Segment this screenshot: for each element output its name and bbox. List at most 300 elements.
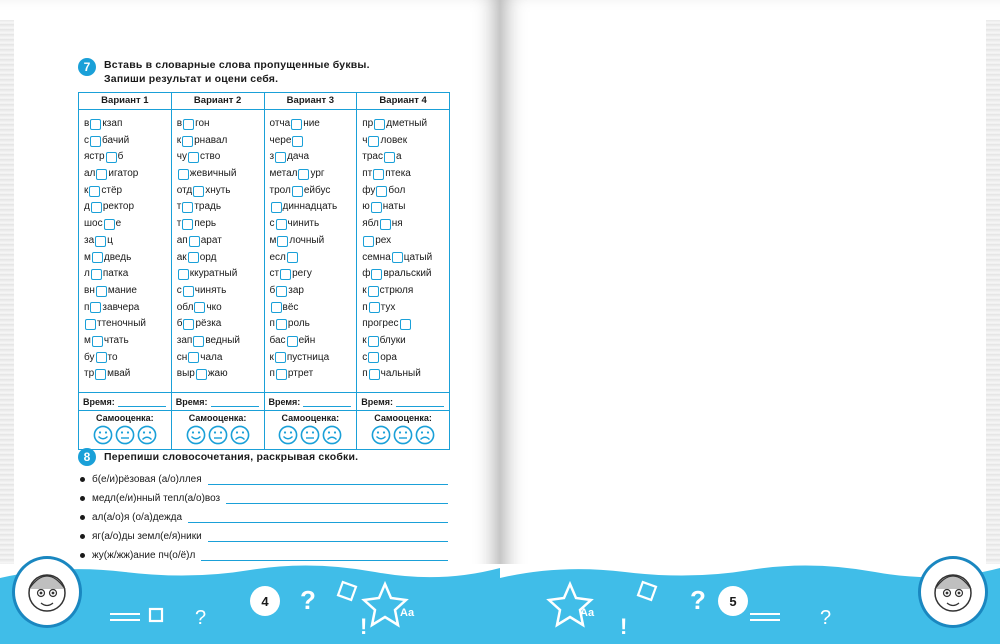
word-prefix: к <box>269 351 274 363</box>
time-input-line[interactable] <box>303 397 351 407</box>
word-prefix: л <box>84 268 90 280</box>
phrase-text: б(е/и)рёзовая (а/о)ллея <box>92 474 202 485</box>
word-suffix: ректор <box>102 201 135 213</box>
variant-column <box>172 110 265 392</box>
word-item <box>84 250 171 267</box>
svg-text:?: ? <box>690 585 706 615</box>
word-suffix: арат <box>200 234 222 246</box>
word-suffix: орд <box>199 251 217 263</box>
word-item <box>84 133 171 150</box>
word-prefix: к <box>84 184 89 196</box>
word-suffix: ня <box>391 218 403 230</box>
word-suffix: диннадцать <box>282 201 338 213</box>
letter-input-box[interactable] <box>196 369 207 380</box>
word-suffix: пустница <box>286 351 330 363</box>
letter-input-box[interactable] <box>363 236 374 247</box>
word-item <box>84 216 171 233</box>
happy-face-icon[interactable] <box>186 425 206 445</box>
word-item <box>270 216 357 233</box>
word-item <box>177 316 264 333</box>
mascot-face-icon <box>15 559 79 625</box>
time-label: Время: <box>268 396 301 407</box>
word-item <box>362 250 449 267</box>
word-prefix: шос <box>84 218 103 230</box>
word-prefix: прогрес <box>362 318 399 330</box>
letter-input-box[interactable] <box>291 119 302 130</box>
word-item <box>177 116 264 133</box>
bullet-icon <box>80 477 85 482</box>
neutral-face-icon[interactable] <box>300 425 320 445</box>
phrase-item <box>80 489 448 508</box>
word-prefix: семна <box>362 251 391 263</box>
letter-input-box[interactable] <box>183 286 194 297</box>
word-item <box>362 199 449 216</box>
word-prefix: м <box>84 334 91 346</box>
word-suffix: стёр <box>101 184 123 196</box>
word-prefix: п <box>84 301 90 313</box>
word-suffix: ейн <box>298 334 316 346</box>
word-item <box>84 350 171 367</box>
word-suffix: регу <box>292 268 312 280</box>
word-item <box>177 266 264 283</box>
bullet-icon <box>80 553 85 558</box>
word-item <box>270 350 357 367</box>
word-item <box>84 199 171 216</box>
letter-input-box[interactable] <box>96 169 107 180</box>
letter-input-box[interactable] <box>91 269 102 280</box>
letter-input-box[interactable] <box>95 236 106 247</box>
letter-input-box[interactable] <box>369 369 380 380</box>
letter-input-box[interactable] <box>96 286 107 297</box>
letter-input-box[interactable] <box>271 202 282 213</box>
answer-line[interactable] <box>188 512 448 523</box>
word-suffix: традь <box>194 201 222 213</box>
word-suffix: перь <box>194 218 217 230</box>
word-suffix: кзап <box>102 118 123 129</box>
answer-line[interactable] <box>201 550 448 561</box>
word-suffix: блуки <box>379 334 406 346</box>
word-prefix: б <box>176 318 183 330</box>
word-suffix: жаю <box>207 368 228 380</box>
letter-input-box[interactable] <box>96 352 107 363</box>
word-item <box>177 166 264 183</box>
neutral-face-icon[interactable] <box>115 425 135 445</box>
word-suffix: ртрет <box>287 368 314 380</box>
page-right <box>500 0 1000 644</box>
letter-input-box[interactable] <box>92 252 103 263</box>
word-item <box>84 116 171 133</box>
sad-face-icon[interactable] <box>322 425 342 445</box>
variant-header: Вариант 3 <box>265 93 358 109</box>
svg-text:!: ! <box>360 614 368 639</box>
word-prefix: пт <box>362 168 373 180</box>
word-prefix: ябл <box>362 218 379 230</box>
letter-input-box[interactable] <box>95 369 106 380</box>
letter-input-box[interactable] <box>368 136 379 147</box>
word-prefix: т <box>176 218 182 230</box>
variant-column <box>265 110 358 392</box>
word-item <box>177 216 264 233</box>
letter-input-box[interactable] <box>276 369 287 380</box>
word-prefix: фу <box>362 184 376 196</box>
svg-text:Aa: Aa <box>400 607 415 619</box>
time-label: Время: <box>175 396 208 407</box>
task-instruction-line: Запиши результат и оцени себя. <box>104 73 279 85</box>
bullet-icon <box>80 496 85 501</box>
word-prefix: тр <box>84 368 95 380</box>
letter-input-box[interactable] <box>92 336 103 347</box>
time-label: Время: <box>361 396 394 407</box>
word-prefix: пр <box>362 118 374 129</box>
word-suffix: ург <box>310 168 325 180</box>
letter-input-box[interactable] <box>106 152 117 163</box>
word-prefix: ак <box>176 251 187 263</box>
word-item <box>177 199 264 216</box>
word-suffix: наты <box>382 201 406 213</box>
letter-input-box[interactable] <box>373 169 384 180</box>
sad-face-icon[interactable] <box>230 425 250 445</box>
svg-text:?: ? <box>300 585 316 615</box>
word-prefix: чере <box>269 134 292 146</box>
time-cell <box>265 393 358 410</box>
word-item <box>362 133 449 150</box>
word-suffix: дметный <box>386 118 428 129</box>
word-suffix: зар <box>288 284 304 296</box>
letter-input-box[interactable] <box>194 302 205 313</box>
phrase-item <box>80 527 448 546</box>
page-edge <box>986 20 1000 640</box>
letter-input-box[interactable] <box>298 169 309 180</box>
word-suffix: чко <box>206 301 222 313</box>
self-assessment-row <box>79 411 449 449</box>
word-item <box>270 116 357 133</box>
svg-text:?: ? <box>195 607 207 629</box>
word-item <box>270 166 357 183</box>
word-suffix: цатый <box>403 251 433 263</box>
face-group <box>93 425 157 445</box>
word-suffix: ние <box>303 118 320 129</box>
word-suffix: ейбус <box>303 184 331 196</box>
letter-input-box[interactable] <box>400 319 411 330</box>
word-prefix: п <box>269 368 275 380</box>
letter-input-box[interactable] <box>104 219 115 230</box>
word-prefix: бу <box>84 351 95 363</box>
word-prefix: з <box>269 151 275 163</box>
variant-header: Вариант 4 <box>379 95 427 106</box>
word-prefix: чу <box>176 151 187 163</box>
word-prefix: трол <box>269 184 291 196</box>
letter-input-box[interactable] <box>292 186 303 197</box>
word-item <box>362 366 449 383</box>
word-item <box>177 233 264 250</box>
happy-face-icon[interactable] <box>371 425 391 445</box>
mascot-badge-icon <box>12 556 82 628</box>
letter-input-box[interactable] <box>85 319 96 330</box>
task-number-badge: 7 <box>78 58 96 76</box>
variants-table <box>78 92 450 450</box>
word-prefix: ал <box>84 168 96 180</box>
word-prefix: к <box>176 134 182 146</box>
letter-input-box[interactable] <box>368 352 379 363</box>
word-suffix: мание <box>107 284 137 296</box>
self-assessment-cell <box>79 411 172 449</box>
word-suffix: рех <box>375 234 392 246</box>
word-item <box>362 316 449 333</box>
bullet-icon <box>80 534 85 539</box>
time-input-line[interactable] <box>396 397 444 407</box>
time-cell <box>172 393 265 410</box>
word-prefix: отд <box>176 184 193 196</box>
word-item <box>177 350 264 367</box>
word-item <box>270 266 357 283</box>
letter-input-box[interactable] <box>188 352 199 363</box>
svg-text:?: ? <box>820 607 832 629</box>
phrase-text: яг(а/о)ды земл(е/я)ники <box>92 531 202 542</box>
self-assessment-label: Самооценка: <box>374 413 432 423</box>
word-prefix: д <box>84 201 90 213</box>
face-group <box>278 425 342 445</box>
word-suffix: бачий <box>102 134 130 146</box>
phrase-text: ал(а/о)я (о/а)дежда <box>92 512 183 523</box>
word-prefix: м <box>269 234 277 246</box>
letter-input-box[interactable] <box>182 219 193 230</box>
letter-input-box[interactable] <box>178 269 189 280</box>
word-suffix: чтать <box>103 334 129 346</box>
self-assessment-cell <box>357 411 449 449</box>
word-prefix: отча <box>269 118 291 129</box>
word-item <box>270 250 357 267</box>
word-item <box>362 116 449 133</box>
word-suffix: игатор <box>108 168 139 180</box>
phrase-item <box>80 546 448 565</box>
word-item <box>270 183 357 200</box>
word-suffix: чальный <box>380 368 421 380</box>
letter-input-box[interactable] <box>188 152 199 163</box>
word-prefix: ап <box>176 234 188 246</box>
time-input-line[interactable] <box>211 397 259 407</box>
time-row <box>79 393 449 411</box>
word-prefix: п <box>362 301 368 313</box>
letter-input-box[interactable] <box>380 219 391 230</box>
letter-input-box[interactable] <box>287 252 298 263</box>
word-suffix: дача <box>287 151 310 163</box>
mascot-face-icon <box>921 559 985 625</box>
word-item <box>84 149 171 166</box>
word-suffix: хнуть <box>205 184 231 196</box>
letter-input-box[interactable] <box>90 302 101 313</box>
neutral-face-icon[interactable] <box>393 425 413 445</box>
letter-input-box[interactable] <box>392 252 403 263</box>
self-assessment-cell <box>265 411 358 449</box>
word-item <box>362 149 449 166</box>
word-prefix: м <box>84 251 91 263</box>
neutral-face-icon[interactable] <box>208 425 228 445</box>
word-item <box>270 316 357 333</box>
word-prefix: вн <box>84 284 95 296</box>
letter-input-box[interactable] <box>376 186 387 197</box>
letter-input-box[interactable] <box>271 302 282 313</box>
word-item <box>362 166 449 183</box>
word-prefix: сн <box>176 351 188 363</box>
letter-input-box[interactable] <box>276 319 287 330</box>
word-prefix: трас <box>362 151 383 163</box>
letter-input-box[interactable] <box>91 202 102 213</box>
letter-input-box[interactable] <box>384 152 395 163</box>
word-prefix: к <box>362 334 367 346</box>
word-suffix: вральский <box>383 268 432 280</box>
letter-input-box[interactable] <box>371 202 382 213</box>
word-item <box>270 333 357 350</box>
word-item <box>84 316 171 333</box>
word-item <box>362 333 449 350</box>
word-suffix: жевичный <box>189 168 237 180</box>
task-header <box>78 58 370 86</box>
word-item <box>84 233 171 250</box>
letter-input-box[interactable] <box>275 152 286 163</box>
word-suffix: ц <box>107 234 113 246</box>
word-prefix: п <box>269 318 275 330</box>
word-prefix: б <box>269 284 276 296</box>
word-item <box>177 133 264 150</box>
happy-face-icon[interactable] <box>278 425 298 445</box>
letter-input-box[interactable] <box>276 286 287 297</box>
phrase-text: медл(е/и)нный тепл(а/о)воз <box>92 493 221 504</box>
letter-input-box[interactable] <box>280 269 291 280</box>
letter-input-box[interactable] <box>189 236 200 247</box>
letter-input-box[interactable] <box>188 252 199 263</box>
letter-input-box[interactable] <box>368 286 379 297</box>
word-suffix: ловек <box>380 134 408 146</box>
word-item <box>84 283 171 300</box>
variant-header: Вариант 1 <box>79 93 172 109</box>
letter-input-box[interactable] <box>193 336 204 347</box>
self-assessment-label: Самооценка: <box>188 413 247 423</box>
letter-input-box[interactable] <box>89 186 100 197</box>
face-group <box>186 425 250 445</box>
happy-face-icon[interactable] <box>93 425 113 445</box>
word-item <box>270 283 357 300</box>
word-suffix: бол <box>388 184 406 196</box>
letter-input-box[interactable] <box>369 302 380 313</box>
letter-input-box[interactable] <box>276 219 287 230</box>
word-prefix: обл <box>176 301 194 313</box>
word-prefix: с <box>84 134 89 146</box>
phrase-item <box>80 508 448 527</box>
letter-input-box[interactable] <box>275 352 286 363</box>
word-prefix: т <box>176 201 182 213</box>
word-item <box>177 366 264 383</box>
letter-input-box[interactable] <box>90 119 101 130</box>
word-item <box>362 350 449 367</box>
word-prefix: в <box>176 118 183 129</box>
word-prefix: ст <box>269 268 280 280</box>
word-prefix: с <box>176 284 182 296</box>
letter-input-box[interactable] <box>368 336 379 347</box>
word-prefix: п <box>362 368 368 380</box>
svg-text:Aa: Aa <box>580 607 595 619</box>
word-item <box>362 300 449 317</box>
word-item <box>84 166 171 183</box>
word-item <box>270 233 357 250</box>
word-prefix: с <box>269 218 275 230</box>
word-suffix: птека <box>385 168 411 180</box>
time-label: Время: <box>83 396 115 407</box>
phrase-text: жу(ж/жж)ание пч(о/ё)л <box>92 550 196 561</box>
word-suffix: гон <box>195 118 210 129</box>
letter-input-box[interactable] <box>277 236 288 247</box>
word-prefix: ю <box>362 201 370 213</box>
word-item <box>177 333 264 350</box>
word-item <box>84 266 171 283</box>
letter-input-box[interactable] <box>183 119 194 130</box>
letter-input-box[interactable] <box>193 186 204 197</box>
word-suffix: б <box>117 151 124 163</box>
letter-input-box[interactable] <box>371 269 382 280</box>
variant-header: Вариант 2 <box>172 93 265 109</box>
table-header-row <box>79 93 449 110</box>
task-instruction-line: Вставь в словарные слова пропущенные буквы. <box>104 59 370 71</box>
word-prefix: бас <box>269 334 286 346</box>
sad-face-icon[interactable] <box>415 425 435 445</box>
time-input-line[interactable] <box>118 397 166 407</box>
answer-line[interactable] <box>208 474 448 485</box>
word-prefix: метал <box>269 168 298 180</box>
word-suffix: чинять <box>194 284 227 296</box>
page-number: 5 <box>718 586 748 616</box>
page-edge <box>0 20 14 640</box>
letter-input-box[interactable] <box>182 136 193 147</box>
word-suffix: ккуратный <box>189 268 238 280</box>
task-number-badge: 8 <box>78 448 96 466</box>
word-item <box>270 366 357 383</box>
word-suffix: ство <box>199 151 221 163</box>
word-item <box>177 250 264 267</box>
answer-line[interactable] <box>208 531 448 542</box>
word-suffix: тух <box>380 301 396 313</box>
letter-input-box[interactable] <box>182 202 193 213</box>
word-suffix: мвай <box>107 368 131 380</box>
word-suffix: завчера <box>102 301 140 313</box>
word-item <box>84 333 171 350</box>
word-prefix: зап <box>176 334 193 346</box>
letter-input-box[interactable] <box>287 336 298 347</box>
letter-input-box[interactable] <box>374 119 385 130</box>
word-prefix: к <box>362 284 367 296</box>
word-prefix: есл <box>269 251 286 263</box>
word-list-body <box>79 110 449 393</box>
word-suffix: то <box>107 351 118 363</box>
word-suffix: чинить <box>287 218 320 230</box>
page-number: 4 <box>250 586 280 616</box>
word-prefix: ястр <box>84 151 105 163</box>
letter-input-box[interactable] <box>183 319 194 330</box>
letter-input-box[interactable] <box>90 136 101 147</box>
answer-line[interactable] <box>226 493 448 504</box>
bullet-icon <box>80 515 85 520</box>
word-prefix: в <box>84 118 90 129</box>
word-suffix: дведь <box>103 251 132 263</box>
letter-input-box[interactable] <box>292 136 303 147</box>
self-assessment-label: Самооценка: <box>281 413 340 423</box>
sad-face-icon[interactable] <box>137 425 157 445</box>
word-suffix: лочный <box>289 234 325 246</box>
phrase-list <box>80 470 448 565</box>
time-cell <box>357 393 449 410</box>
word-prefix: выр <box>176 368 195 380</box>
letter-input-box[interactable] <box>178 169 189 180</box>
word-item <box>362 183 449 200</box>
word-item <box>84 366 171 383</box>
